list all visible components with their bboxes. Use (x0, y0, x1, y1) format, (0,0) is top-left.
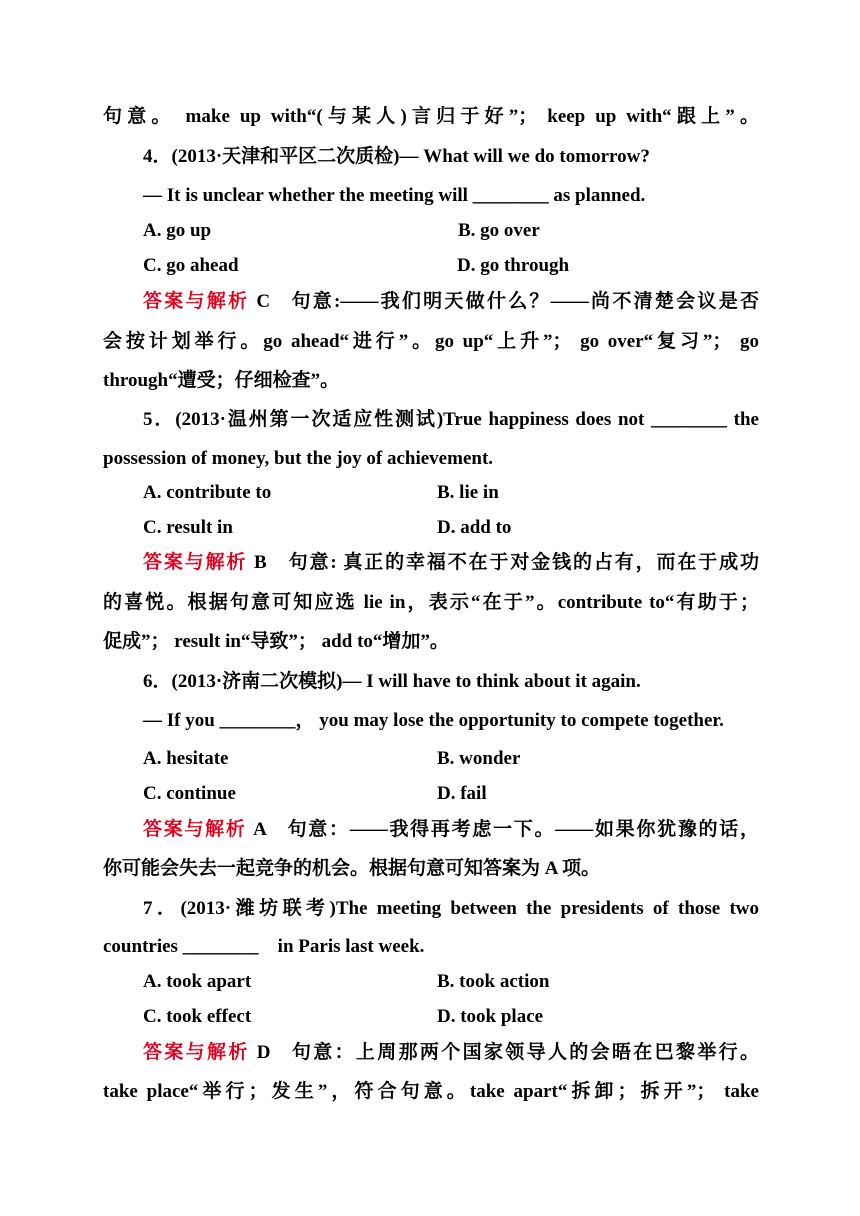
answer-label: 答案与解析 (143, 1042, 250, 1063)
option-c: C. go ahead (143, 255, 239, 276)
option-a: A. took apart (143, 971, 252, 992)
option-d: D. fail (437, 783, 487, 804)
text-line: possession of money, but the joy of achievement. (103, 448, 494, 469)
option-b: B. wonder (437, 748, 521, 769)
option-a: A. contribute to (143, 482, 272, 503)
option-d: D. took place (437, 1006, 544, 1027)
text-line: 会按计划举行。go ahead“进行”。go up“上升”； go over“复习”； go (103, 331, 759, 352)
question-stem: True happiness does not ________ the (443, 409, 759, 430)
answer-text: 句意：上周那两个国家领导人的会晤在巴黎举行。 (291, 1042, 759, 1063)
option-d: D. add to (437, 517, 512, 538)
answer-letter: C (256, 291, 271, 312)
text-line: take place“举行；发生”，符合句意。take apart“拆卸；拆开”； take (103, 1081, 759, 1102)
answer-letter: D (256, 1042, 271, 1063)
answer-letter: B (254, 552, 267, 573)
text-line: — If you ________， you may lose the opportunity to compete together. (143, 710, 724, 731)
text-line: — It is unclear whether the meeting will ________ as planned. (143, 185, 646, 206)
answer-7 (143, 1041, 759, 1065)
answer-text: 句意：——我得再考虑一下。——如果你犹豫的话， (287, 819, 760, 840)
question-source: 5．(2013·温州第一次适应性测试) (143, 409, 444, 430)
answer-5 (143, 551, 759, 575)
question-5 (143, 408, 759, 432)
answer-label: 答案与解析 (143, 819, 247, 840)
answer-text: 句意: 真正的幸福不在于对金钱的占有，而在于成功 (288, 552, 760, 573)
answer-letter: A (253, 819, 267, 840)
option-b: B. took action (437, 971, 550, 992)
text-line: 的喜悦。根据句意可知应选 lie in，表示“在于”。contribute to“有助于； (103, 592, 759, 613)
option-c: C. result in (143, 517, 233, 538)
question-stem: — What will we do tomorrow? (399, 146, 650, 167)
text-line: 你可能会失去一起竞争的机会。根据句意可知答案为 A 项。 (103, 858, 601, 879)
question-7 (143, 897, 759, 921)
question-source: 6．(2013·济南二次模拟) (143, 671, 343, 692)
answer-6 (143, 818, 759, 842)
answer-label: 答案与解析 (143, 552, 248, 573)
option-c: C. continue (143, 783, 236, 804)
option-b: B. lie in (437, 482, 499, 503)
question-6 (143, 670, 641, 694)
text-line: through“遭受；仔细检查”。 (103, 370, 340, 391)
answer-text: 句意:——我们明天做什么？——尚不清楚会议是否 (291, 291, 759, 312)
text-line: 句意。 make up with“(与某人)言归于好”； keep up with“跟上”。 (103, 106, 759, 127)
text-line: countries ________ in Paris last week. (103, 936, 425, 957)
question-source: 7．(2013·潍坊联考) (143, 898, 336, 919)
question-4 (143, 145, 650, 169)
option-c: C. took effect (143, 1006, 252, 1027)
option-a: A. hesitate (143, 748, 229, 769)
question-stem: The meeting between the presidents of those two (335, 898, 759, 919)
question-stem: — I will have to think about it again. (342, 671, 641, 692)
answer-4 (143, 290, 759, 314)
question-source: 4．(2013·天津和平区二次质检) (143, 146, 400, 167)
option-d: D. go through (457, 255, 570, 276)
option-a: A. go up (143, 220, 212, 241)
text-line: 促成”； result in“导致”； add to“增加”。 (103, 631, 449, 652)
answer-label: 答案与解析 (143, 291, 250, 312)
option-b: B. go over (458, 220, 540, 241)
